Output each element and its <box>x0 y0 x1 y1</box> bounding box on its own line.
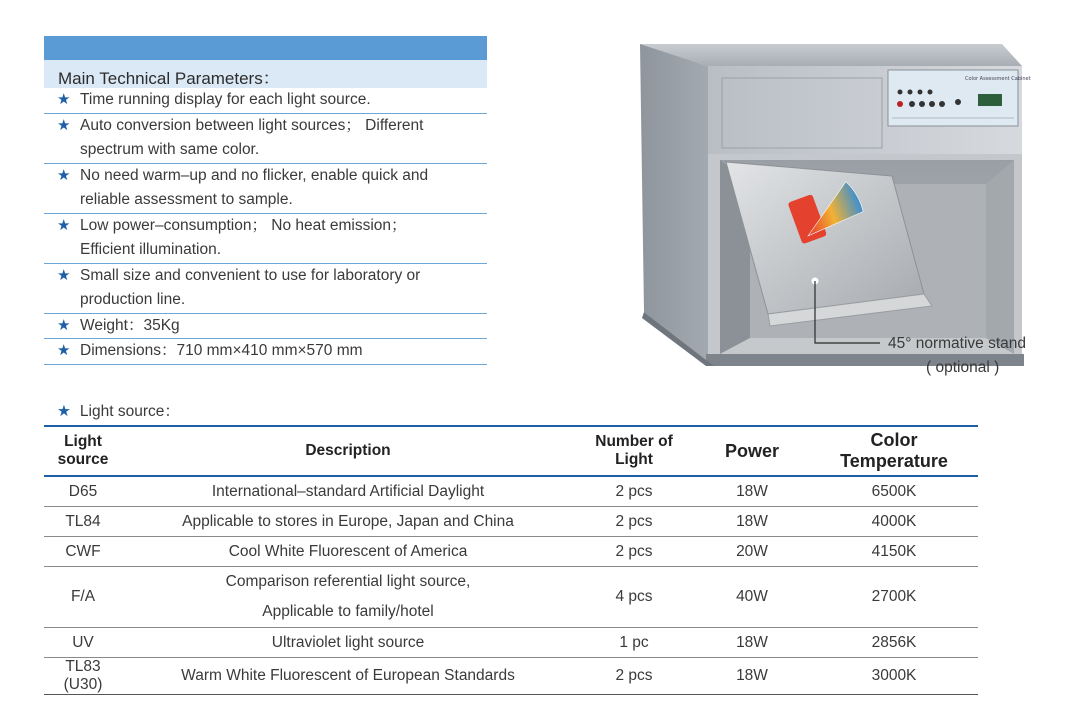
stand-callout-label: 45° normative stand <box>888 335 1027 352</box>
cell-number-of-light: 2 pcs <box>574 658 694 695</box>
cell-power: 40W <box>694 567 810 628</box>
parameter-text: Weight：35Kg <box>80 316 180 334</box>
parameter-text: reliable assessment to sample. <box>80 191 293 208</box>
parameter-text: Auto conversion between light sources； Different <box>80 116 424 134</box>
table-row <box>44 476 978 507</box>
cell-color-temperature: 2700K <box>810 567 978 628</box>
stand-callout-optional: ( optional ) <box>926 359 1000 376</box>
cell-number-of-light: 2 pcs <box>574 507 694 537</box>
header-power: Power <box>694 426 810 476</box>
description-line: Cool White Fluorescent of America <box>228 542 468 560</box>
cell-description <box>122 507 574 537</box>
description-line: Ultraviolet light source <box>271 633 425 651</box>
parameters-heading: Main Technical Parameters： <box>44 60 487 88</box>
cell-color-temperature: 4000K <box>810 507 978 537</box>
table-header-row <box>44 426 978 476</box>
star-icon: ★ <box>57 266 71 284</box>
parameter-text: Dimensions：710 mm×410 mm×570 mm <box>80 342 363 359</box>
product-image <box>630 36 1040 376</box>
star-icon: ★ <box>57 216 71 234</box>
cell-light-source: D65 <box>44 476 122 507</box>
table-row <box>44 567 978 628</box>
cell-number-of-light: 2 pcs <box>574 537 694 567</box>
technical-parameters-panel <box>44 36 487 365</box>
cell-light-source: F/A <box>44 567 122 628</box>
cell-light-source: TL84 <box>44 507 122 537</box>
cell-color-temperature: 2856K <box>810 628 978 658</box>
cell-light-source: CWF <box>44 537 122 567</box>
cell-color-temperature: 3000K <box>810 658 978 695</box>
cell-power: 18W <box>694 476 810 507</box>
description-line: International–standard Artificial Daylight <box>211 482 485 500</box>
table-row <box>44 628 978 658</box>
parameter-item <box>44 314 487 340</box>
description-line: Applicable to stores in Europe, Japan and China <box>182 512 514 530</box>
parameter-item <box>44 264 487 314</box>
star-icon: ★ <box>57 316 71 334</box>
parameter-text: Efficient illumination. <box>80 241 222 258</box>
cell-power: 18W <box>694 658 810 695</box>
cell-power: 18W <box>694 628 810 658</box>
header-color-bar <box>44 36 487 60</box>
cell-color-temperature: 6500K <box>810 476 978 507</box>
cell-power: 18W <box>694 507 810 537</box>
cell-number-of-light: 2 pcs <box>574 476 694 507</box>
light-source-table-body <box>44 476 978 695</box>
parameter-item <box>44 339 487 365</box>
star-icon: ★ <box>57 91 71 108</box>
parameter-text: production line. <box>80 291 186 308</box>
parameter-text: Time running display for each light source. <box>80 91 371 108</box>
parameter-text: Small size and convenient to use for laboratory or <box>80 266 421 284</box>
star-icon: ★ <box>57 116 71 134</box>
light-source-title-text: Light source： <box>79 403 180 420</box>
cell-description <box>122 567 574 628</box>
star-icon: ★ <box>57 342 71 359</box>
parameters-list <box>44 88 487 365</box>
cell-description <box>122 537 574 567</box>
description-line: Applicable to family/hotel <box>262 603 434 620</box>
star-icon: ★ <box>57 166 71 184</box>
header-description: Description <box>122 426 574 476</box>
table-row <box>44 658 978 695</box>
cell-description <box>122 476 574 507</box>
parameter-text: Low power–consumption； No heat emission； <box>80 216 407 234</box>
light-source-table <box>44 425 978 695</box>
cell-color-temperature: 4150K <box>810 537 978 567</box>
parameter-text: spectrum with same color. <box>80 141 260 158</box>
parameter-item <box>44 114 487 164</box>
parameter-item <box>44 214 487 264</box>
header-light-source: Light source <box>44 426 122 476</box>
parameter-item <box>44 88 487 114</box>
cell-power: 20W <box>694 537 810 567</box>
table-row <box>44 507 978 537</box>
control-panel-label: Color Assessment Cabinet <box>965 76 1031 82</box>
light-source-title <box>57 399 180 421</box>
cell-description <box>122 628 574 658</box>
star-icon: ★ <box>57 403 71 420</box>
header-color-temperature: Color Temperature <box>810 426 978 476</box>
table-row <box>44 537 978 567</box>
parameter-item <box>44 164 487 214</box>
header-number-of-light: Number of Light <box>574 426 694 476</box>
cell-light-source: TL83 (U30) <box>44 658 122 695</box>
color-assessment-cabinet-illustration <box>630 36 1040 376</box>
description-line: Warm White Fluorescent of European Standards <box>181 667 515 684</box>
description-line: Comparison referential light source, <box>225 573 471 590</box>
parameter-text: No need warm–up and no flicker, enable quick and <box>80 166 429 184</box>
cell-number-of-light: 1 pc <box>574 628 694 658</box>
cell-description <box>122 658 574 695</box>
cell-number-of-light: 4 pcs <box>574 567 694 628</box>
cell-light-source: UV <box>44 628 122 658</box>
